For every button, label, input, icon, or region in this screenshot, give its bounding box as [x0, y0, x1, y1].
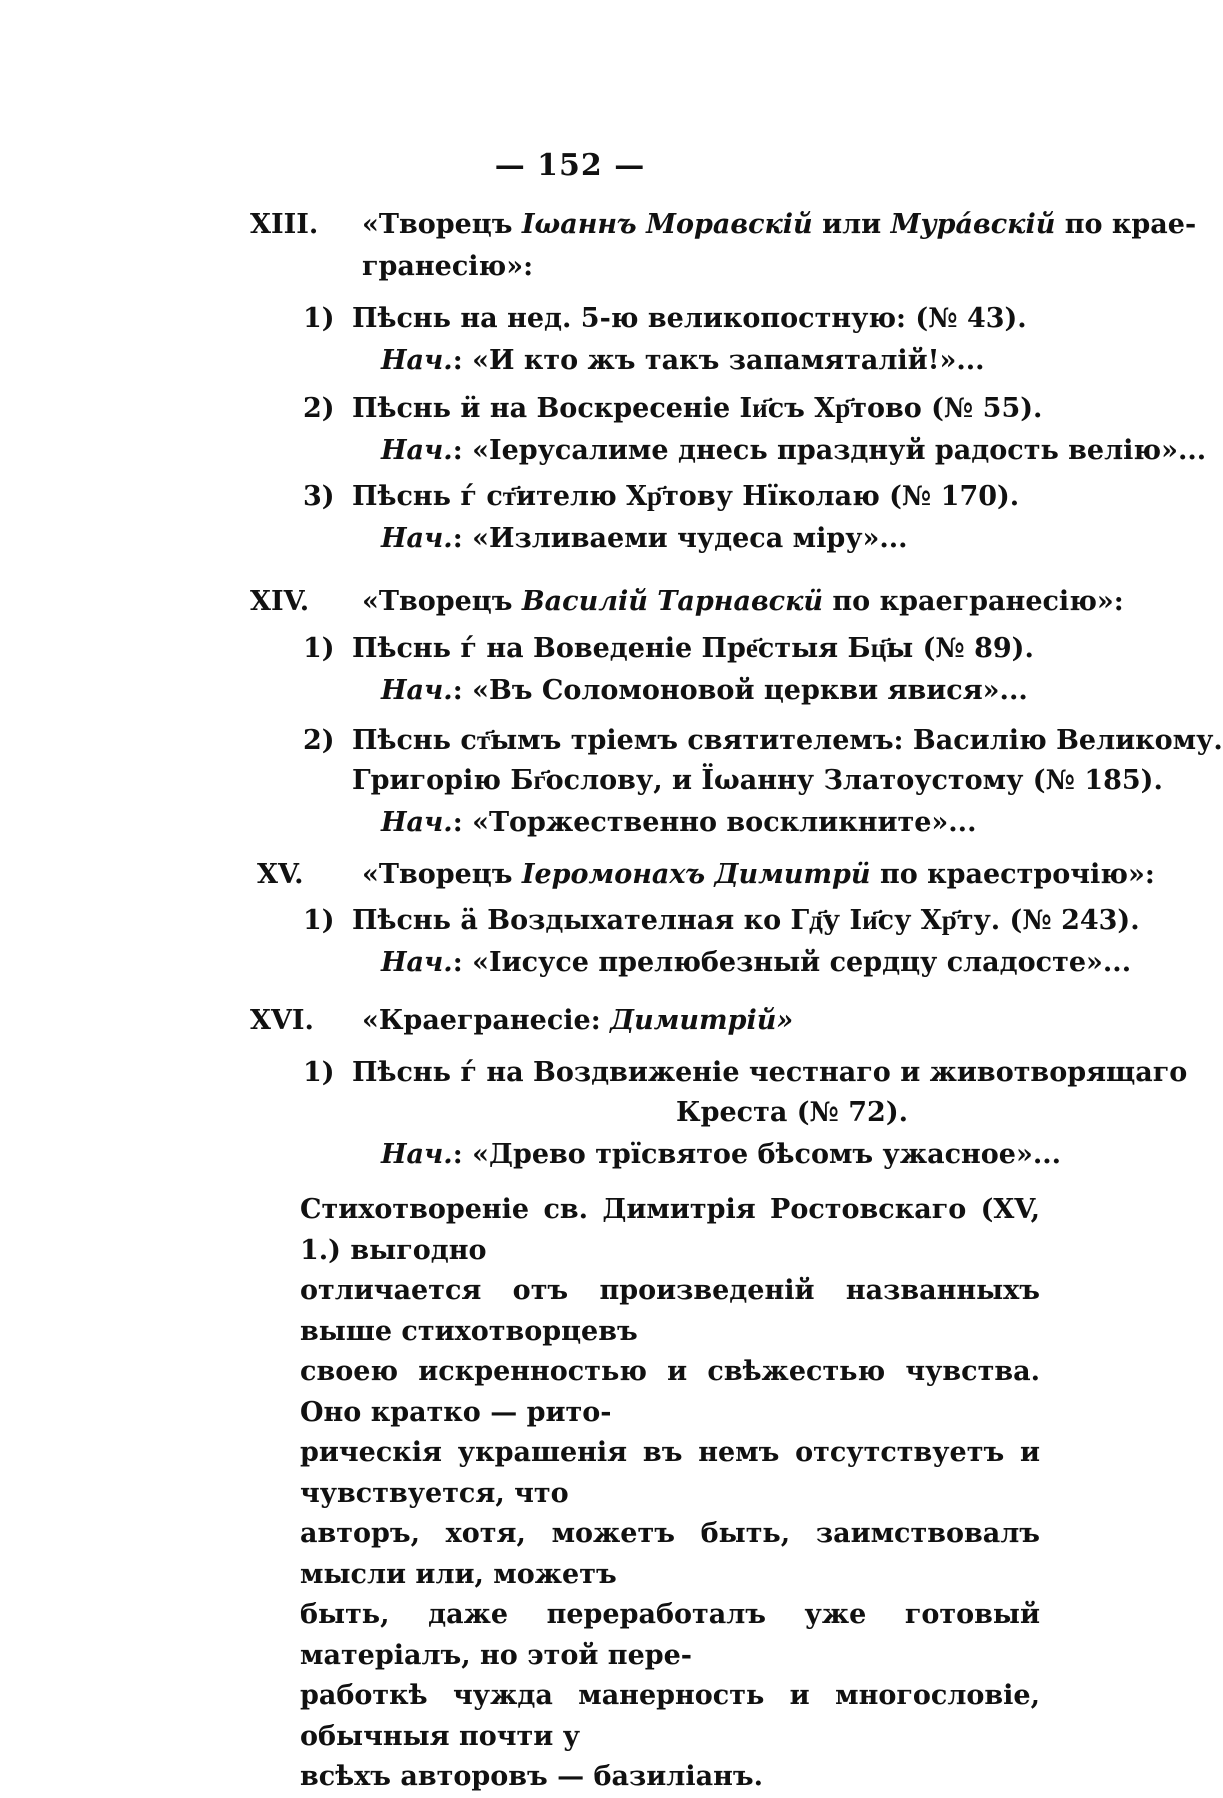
item-number: 1) [303, 905, 335, 936]
item-incipit: Нач.: «Торжественно воскликните»... [381, 807, 977, 838]
item-title: Пѣснь на нед. 5-ю великопостную: (№ 43). [352, 303, 1027, 334]
item-title: Пѣснь ст҃ымъ тріемъ святителемъ: Василію Великому. [352, 725, 1223, 756]
item-title: Пѣснь ѓ на Воведеніе Пре҃стыя Бц҃ы (№ 89). [352, 633, 1034, 664]
item-number: 1) [303, 1057, 335, 1088]
item-title: Пѣснь ѓ ст҃ителю Хр҃тову Нїколаю (№ 170). [352, 481, 1020, 512]
item-number: 2) [303, 393, 335, 424]
paragraph-line: работкѣ чужда манерность и многословіе, обычныя почти у [300, 1680, 1040, 1752]
section-heading-xiv: «Творецъ Василій Тарнавскӥ по краегранесію»: [362, 586, 1124, 617]
item-incipit: Нач.: «Изливаеми чудеса міру»... [381, 523, 908, 554]
section-numeral-xv: XV. [257, 859, 304, 890]
item-title-cont: Креста (№ 72). [676, 1097, 908, 1128]
item-incipit: Нач.: «Іисусе прелюбезный сердцу сладосте»... [381, 947, 1132, 978]
section-heading-xiii-cont: гранесію»: [362, 251, 534, 282]
item-title: Пѣснь ӥ на Воскресеніе Іи҃съ Хр҃тово (№ 55). [352, 393, 1043, 424]
page-number: — 152 — [494, 148, 646, 183]
paragraph-line: отличается отъ произведеній названныхъ выше стихотворцевъ [300, 1275, 1040, 1347]
item-incipit: Нач.: «И кто жъ такъ запамяталій!»... [381, 345, 985, 376]
body-paragraph [300, 1190, 1040, 1798]
section-numeral-xiii: XIII. [250, 209, 319, 240]
paragraph-line: авторъ, хотя, можетъ быть, заимствовалъ мысли или, можетъ [300, 1518, 1040, 1590]
item-title: Пѣснь ӓ Воздыхателная ко Гд҃у Іи҃су Хр҃ту. (№ 243). [352, 905, 1140, 936]
item-incipit: Нач.: «Іерусалиме днесь празднуй радость велію»... [381, 435, 1207, 466]
paragraph-line: рическія украшенія въ немъ отсутствуетъ и чувствуется, что [300, 1437, 1040, 1509]
item-incipit: Нач.: «Въ Соломоновой церкви явися»... [381, 675, 1028, 706]
item-number: 1) [303, 303, 335, 334]
section-numeral-xiv: XIV. [250, 586, 310, 617]
item-title-cont: Григорію Бг҃ослову, и Їωанну Златоустому (№ 185). [352, 765, 1163, 796]
section-heading-xiii: «Творецъ Іωаннъ Моравскій или Мурáвскій по крае- [362, 209, 1197, 240]
item-number: 3) [303, 481, 335, 512]
section-heading-xvi: «Краегранесіе: Димитрій» [362, 1005, 794, 1036]
item-title: Пѣснь ѓ на Воздвиженіе честнаго и животворящаго [352, 1057, 1188, 1088]
paragraph-line: Стихотвореніе св. Димитрія Ростовскаго (XV, 1.) выгодно [300, 1194, 1040, 1266]
section-heading-xv: «Творецъ Іеромонахъ Димитрӥ по краестрочію»: [362, 859, 1155, 890]
paragraph-line: всѣхъ авторовъ — базиліанъ. [300, 1761, 763, 1792]
section-numeral-xvi: XVI. [250, 1005, 314, 1036]
item-number: 2) [303, 725, 335, 756]
item-number: 1) [303, 633, 335, 664]
paragraph-line: быть, даже переработалъ уже готовый матеріалъ, но этой пере- [300, 1599, 1040, 1671]
paragraph-line: своею искренностью и свѣжестью чувства. Оно кратко — рито- [300, 1356, 1040, 1428]
item-incipit: Нач.: «Древо трїсвятое бѣсомъ ужасное»... [381, 1139, 1062, 1170]
